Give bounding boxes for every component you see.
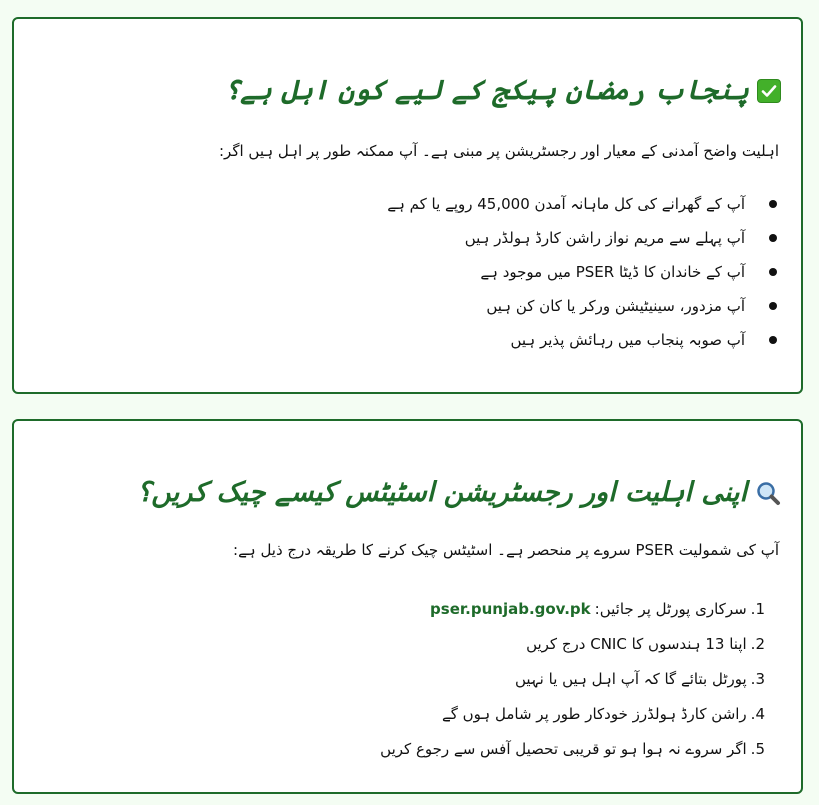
step-number: 1. <box>750 599 765 618</box>
list-item-text: آپ پہلے سے مریم نواز راشن کارڈ ہولڈر ہیں <box>464 229 745 247</box>
bullet-icon <box>769 234 777 242</box>
list-item <box>380 696 765 731</box>
portal-link[interactable]: pser.punjab.gov.pk <box>430 599 591 618</box>
list-item-text: آپ صوبہ پنجاب میں رہائش پذیر ہیں <box>510 331 745 349</box>
list-item-text: آپ مزدور، سینیٹیشن ورکر یا کان کن ہیں <box>486 297 745 315</box>
list-item-text: آپ کے خاندان کا ڈیٹا PSER میں موجود ہے <box>480 263 745 281</box>
list-item <box>387 255 777 289</box>
list-item <box>380 591 765 626</box>
status-check-card <box>12 419 803 794</box>
step-text: اگر سروے نہ ہوا ہو تو قریبی تحصیل آفس سے رجوع کریں <box>380 739 747 758</box>
check-icon <box>757 79 781 103</box>
bullet-icon <box>769 200 777 208</box>
eligibility-list <box>387 187 777 357</box>
status-title: اپنی اہلیت اور رجسٹریشن اسٹیٹس کیسے چیک کریں؟ <box>136 477 747 508</box>
bullet-icon <box>769 268 777 276</box>
eligibility-intro: اہلیت واضح آمدنی کے معیار اور رجسٹریشن پر مبنی ہے۔ آپ ممکنہ طور پر اہل ہیں اگر: <box>219 142 779 160</box>
bullet-icon <box>769 336 777 344</box>
status-intro: آپ کی شمولیت PSER سروے پر منحصر ہے۔ اسٹیٹس چیک کرنے کا طریقہ درج ذیل ہے: <box>233 541 779 559</box>
eligibility-title: پنجاب رمضان پیکج کے لیے کون اہل ہے؟ <box>224 75 749 106</box>
step-text: راشن کارڈ ہولڈرز خودکار طور پر شامل ہوں گے <box>441 704 747 723</box>
step-number: 4. <box>750 704 765 723</box>
step-text: سرکاری پورٹل پر جائیں: <box>594 599 747 618</box>
list-item <box>380 661 765 696</box>
step-number: 3. <box>750 669 765 688</box>
list-item-text: آپ کے گھرانے کی کل ماہانہ آمدن 45,000 روپے یا کم ہے <box>387 195 745 213</box>
steps-list <box>380 591 765 766</box>
list-item <box>387 187 777 221</box>
list-item <box>380 626 765 661</box>
step-number: 2. <box>750 634 765 653</box>
step-text: اپنا 13 ہندسوں کا CNIC درج کریں <box>526 634 747 653</box>
list-item <box>380 731 765 766</box>
bullet-icon <box>769 302 777 310</box>
list-item <box>387 221 777 255</box>
search-icon <box>755 480 781 506</box>
eligibility-card <box>12 17 803 394</box>
step-text: پورٹل بتائے گا کہ آپ اہل ہیں یا نہیں <box>514 669 747 688</box>
list-item <box>387 323 777 357</box>
eligibility-heading <box>224 75 781 106</box>
status-heading <box>137 477 781 508</box>
step-number: 5. <box>750 739 765 758</box>
list-item <box>387 289 777 323</box>
